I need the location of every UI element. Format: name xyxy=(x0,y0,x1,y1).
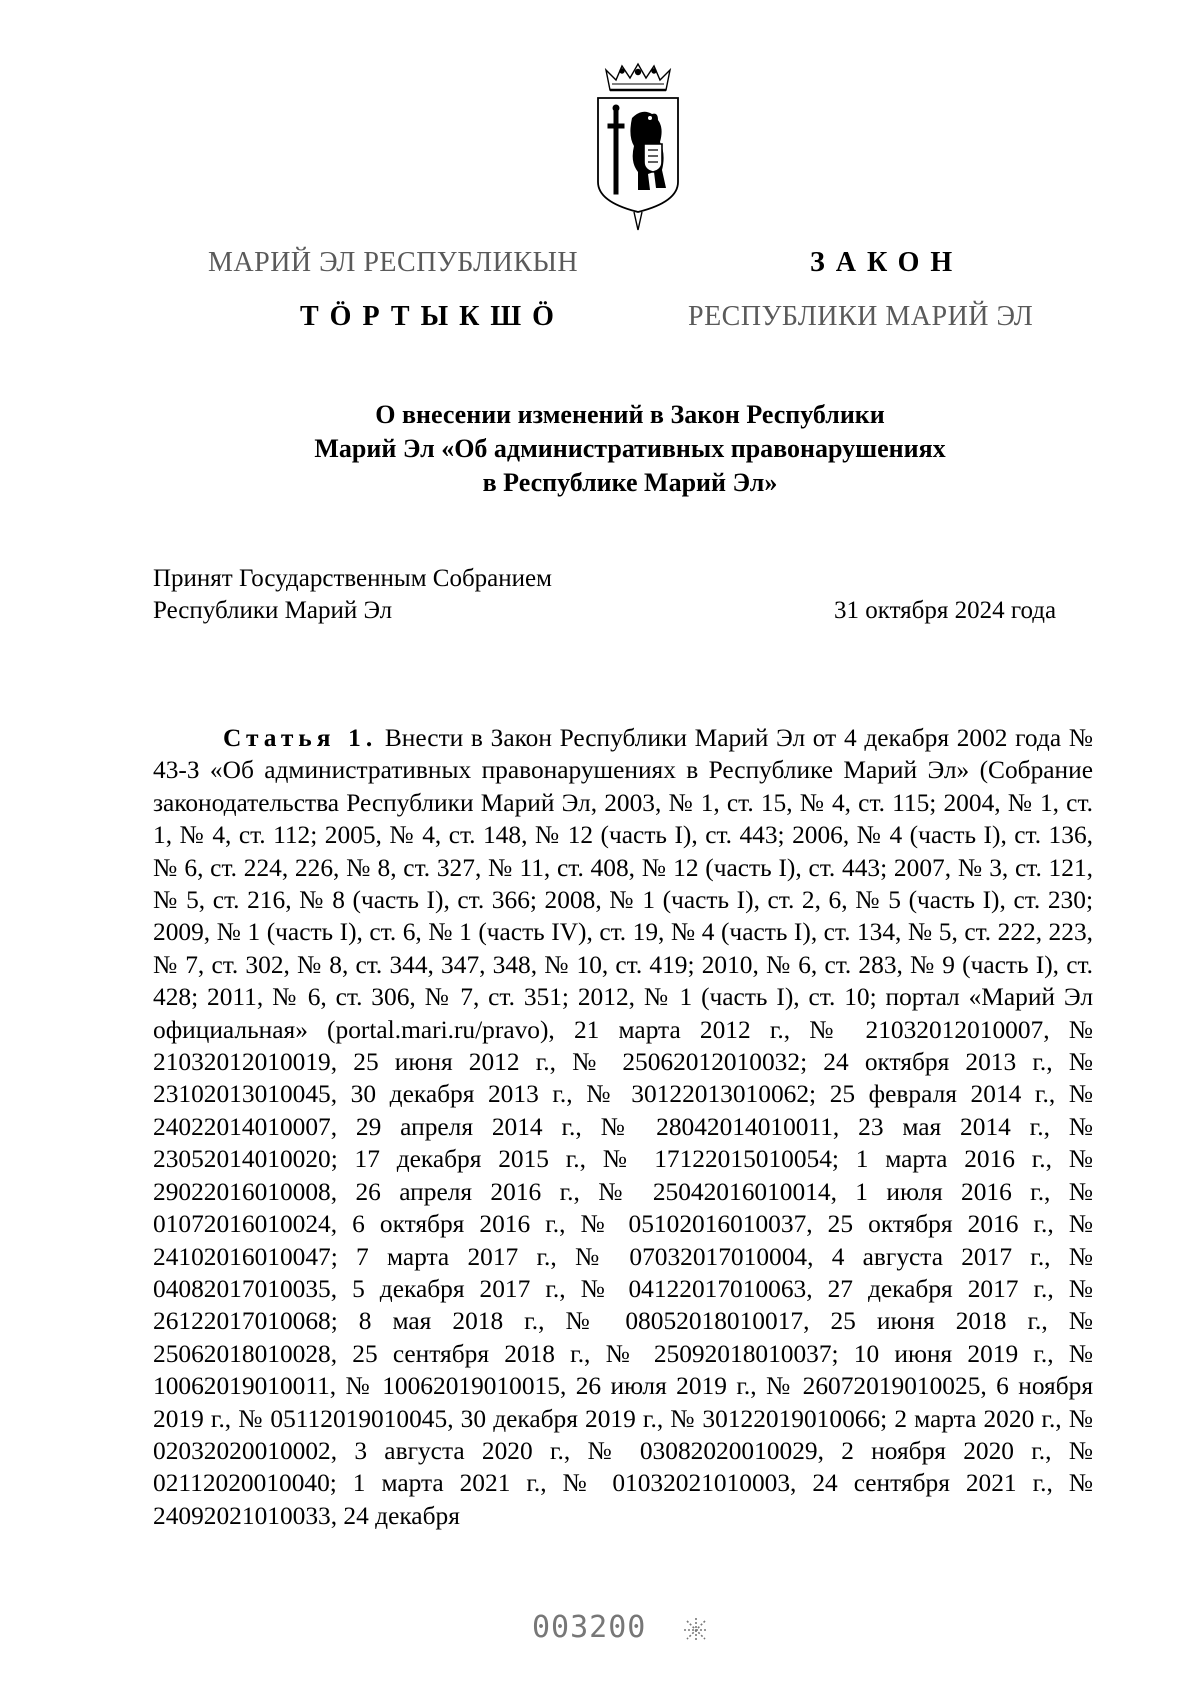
header-law-ru: ЗАКОН xyxy=(810,247,964,278)
document-title xyxy=(0,398,1200,500)
serial-number: 003200 xyxy=(532,1610,647,1645)
coat-of-arms-icon xyxy=(592,62,684,232)
header-mari-republic: МАРИЙ ЭЛ РЕСПУБЛИКЫН xyxy=(208,247,579,278)
article-1-label: Статья 1. xyxy=(223,724,378,752)
crown-icon xyxy=(606,64,670,90)
adoption-line-2: Республики Марий Эл xyxy=(153,597,393,624)
header-law-mari: ТӦРТЫКШӦ xyxy=(300,301,565,332)
adoption-date: 31 октября 2024 года xyxy=(834,597,1057,624)
title-line-2: Марий Эл «Об административных правонарушениях xyxy=(314,434,946,463)
title-line-3: в Республике Марий Эл» xyxy=(482,468,778,497)
article-1-paragraph xyxy=(153,722,1093,1532)
article-1-text: Внести в Закон Республики Марий Эл от 4 декабря 2002 года № 43-З «Об административных правонарушениях в Республике Марий Эл» (Собрание законодательства Республики Марий Эл, 2003, № 1, ст. 15, № 4, ст. 115; 2004, № 1, ст. 1, № 4, ст. 112; 2005, № 4, ст. 148, № 12 (часть I), ст. 443; 2006, № 4 (часть I), ст. 136, № 6, ст. 224, 226, № 8, ст. 327, № 11, ст. 408, № 12 (часть I), ст. 443; 2007, № 3, ст. 121, № 5, ст. 216, № 8 (часть I), ст. 366; 2008, № 1 (часть I), ст. 2, 6, № 5 (часть I), ст. 230; 2009, № 1 (часть I), ст. 6, № 1 (часть IV), ст. 19, № 4 (часть I), ст. 134, № 5, ст. 222, 223, № 7, ст. 302, № 8, ст. 344, 347, 348, № 10, ст. 419; 2010, № 6, ст. 283, № 9 (часть I), ст. 428; 2011, № 6, ст. 306, № 7, ст. 351; 2012, № 1 (часть I), ст. 10; портал «Марий Эл официальная» (portal.mari.ru/pravo), 21 марта 2012 г., № 21032012010007, № 21032012010019, 25 июня 2012 г., № 25062012010032; 24 октября 2013 г., № 23102013010045, 30 декабря 2013 г., № 30122013010062; 25 февраля 2014 г., № 24022014010007, 29 апреля 2014 г., № 28042014010011, 23 мая 2014 г., № 23052014010020; 17 декабря 2015 г., № 17122015010054; 1 марта 2016 г., № 29022016010008, 26 апреля 2016 г., № 25042016010014, 1 июля 2016 г., № 01072016010024, 6 октября 2016 г., № 05102016010037, 25 октября 2016 г., № 24102016010047; 7 марта 2017 г., № 07032017010004, 4 августа 2017 г., № 04082017010035, 5 декабря 2017 г., № 04122017010063, 27 декабря 2017 г., № 26122017010068; 8 мая 2018 г., № 08052018010017, 25 июня 2018 г., № 25062018010028, 25 сентября 2018 г., № 25092018010037; 10 июня 2019 г., № 10062019010011, № 10062019010015, 26 июля 2019 г., № 26072019010025, 6 ноября 2019 г., № 05112019010045, 30 декабря 2019 г., № 30122019010066; 2 марта 2020 г., № 02032020010002, 3 августа 2020 г., № 03082020010029, 2 ноября 2020 г., № 02112020010040; 1 марта 2021 г., № 01032021010003, 24 сентября 2021 г., № 24092021010033, 24 декабря xyxy=(153,724,1093,1530)
adoption-statement xyxy=(153,563,552,627)
asterisk-mark-icon xyxy=(682,1616,710,1644)
adoption-line-1: Принят Государственным Собранием xyxy=(153,565,552,592)
header-republic-ru: РЕСПУБЛИКИ МАРИЙ ЭЛ xyxy=(688,301,1034,332)
small-shield-icon xyxy=(644,144,662,172)
title-line-1: О внесении изменений в Закон Республики xyxy=(375,400,885,429)
article-1 xyxy=(153,722,1093,1532)
